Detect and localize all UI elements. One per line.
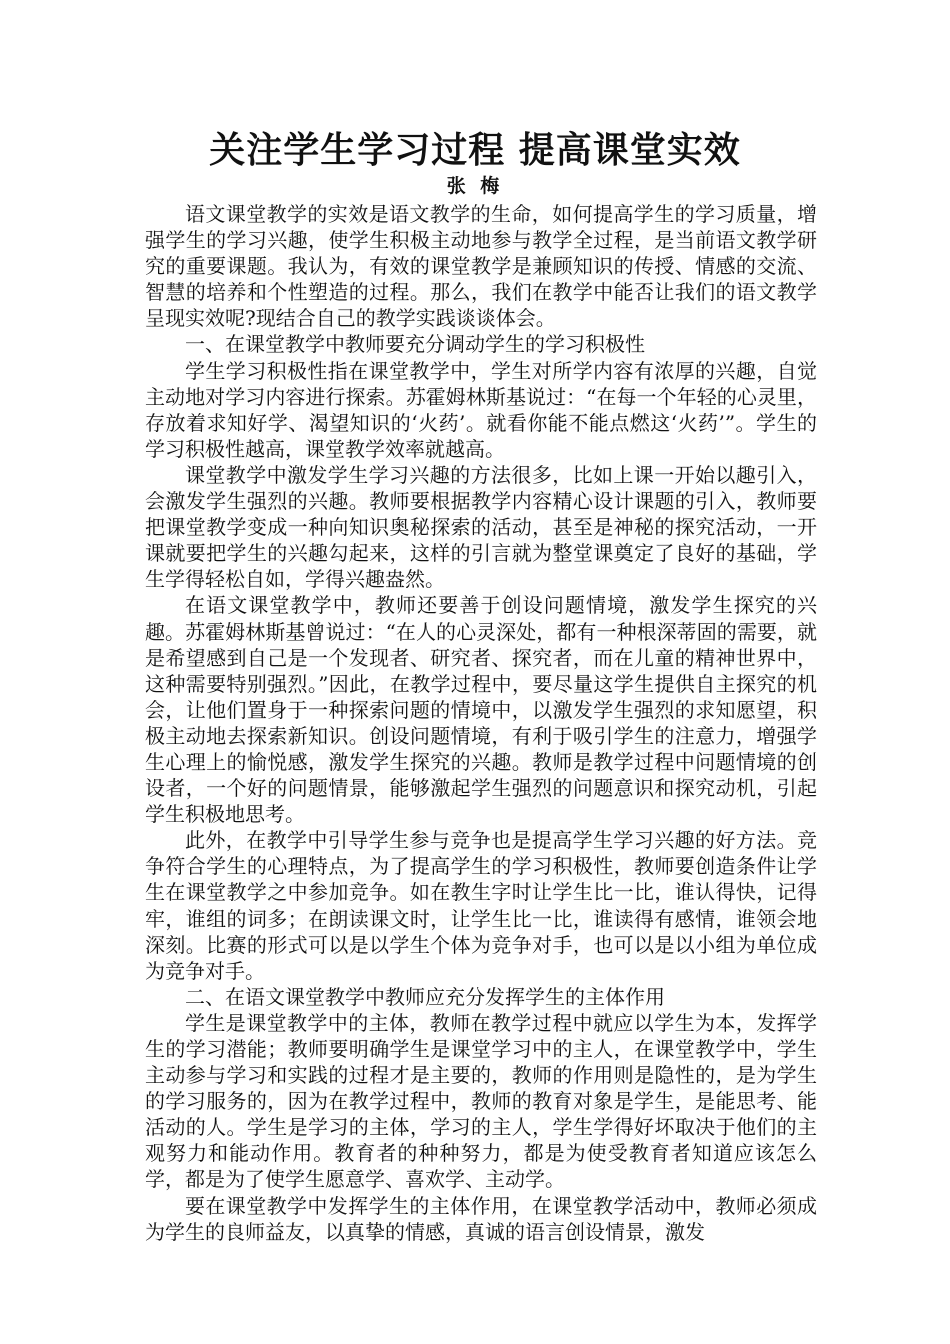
paragraph: 此外，在教学中引导学生参与竞争也是提高学生学习兴趣的好方法。竞争符合学生的心理特点，为了提高学生的学习积极性，教师要创造条件让学生在课堂教学之中参加竞争。如在教生字时让学生比一比，谁认得快，记得牢，谁组的词多；在朗读课文时，让学生比一比，谁读得有感情，谁领会地深刻。比赛的形式可以是以学生个体为竞争对手，也可以是以小组为单位成为竞争对手。 [145,828,817,983]
paragraph-intro: 语文课堂教学的实效是语文教学的生命，如何提高学生的学习质量，增强学生的学习兴趣，使学生积极主动地参与教学全过程，是当前语文教学研究的重要课题。我认为，有效的课堂教学是兼顾知识的传授、情感的交流、智慧的培养和个性塑造的过程。那么，我们在教学中能否让我们的语文教学呈现实效呢?现结合自己的教学实践谈谈体会。 [145,202,817,331]
paragraph: 在语文课堂教学中，教师还要善于创设问题情境，激发学生探究的兴趣。苏霍姆林斯基曾说过：“在人的心灵深处，都有一种根深蒂固的需要，就是希望感到自己是一个发现者、研究者、探究者，而在儿童的精神世界中，这种需要特别强烈。”因此，在教学过程中，要尽量这学生提供自主探究的机会，让他们置身于一种探索问题的情境中，以激发学生强烈的求知愿望，积极主动地去探索新知识。创设问题情境，有利于吸引学生的注意力，增强学生心理上的愉悦感，激发学生探究的兴趣。教师是教学过程中问题情境的创设者，一个好的问题情景，能够激起学生强烈的问题意识和探究动机，引起学生积极地思考。 [145,593,817,827]
author-name: 张 梅 [446,175,504,197]
document-title: 关注学生学习过程 提高课堂实效 [209,130,741,171]
paragraph: 课堂教学中激发学生学习兴趣的方法很多，比如上课一开始以趣引入，会激发学生强烈的兴趣。教师要根据教学内容精心设计课题的引入，教师要把课堂教学变成一种向知识奥秘探索的活动，甚至是神秘的探究活动，一开课就要把学生的兴趣勾起来，这样的引言就为整堂课奠定了良好的基础，学生学得轻松自如，学得兴趣盎然。 [145,462,817,592]
section-heading-2: 二、在语文课堂教学中教师应充分发挥学生的主体作用 [185,984,665,1009]
document-body [145,201,817,1245]
paragraph: 要在课堂教学中发挥学生的主体作用，在课堂教学活动中，教师必须成为学生的良师益友，以真挚的情感，真诚的语言创设情景，激发 [145,1193,817,1244]
paragraph: 学生学习积极性指在课堂教学中，学生对所学内容有浓厚的兴趣，自觉主动地对学习内容进行探索。苏霍姆林斯基说过：“在每一个年轻的心灵里，存放着求知好学、渴望知识的‘火药’。就看你能不能点燃这‘火药’”。学生的学习积极性越高，课堂教学效率就越高。 [145,358,817,461]
paragraph: 学生是课堂教学中的主体，教师在教学过程中就应以学生为本，发挥学生的学习潜能；教师要明确学生是课堂学习中的主人，在课堂教学中，学生主动参与学习和实践的过程才是主要的，教师的作用则是隐性的，是为学生的学习服务的，因为在教学过程中，教师的教育对象是学生，是能思考、能活动的人。学生是学习的主体，学习的主人，学生学得好坏取决于他们的主观努力和能动作用。教育者的种种努力，都是为使受教育者知道应该怎么学，都是为了使学生愿意学、喜欢学、主动学。 [145,1010,817,1192]
section-heading-1: 一、在课堂教学中教师要充分调动学生的学习积极性 [185,332,645,357]
